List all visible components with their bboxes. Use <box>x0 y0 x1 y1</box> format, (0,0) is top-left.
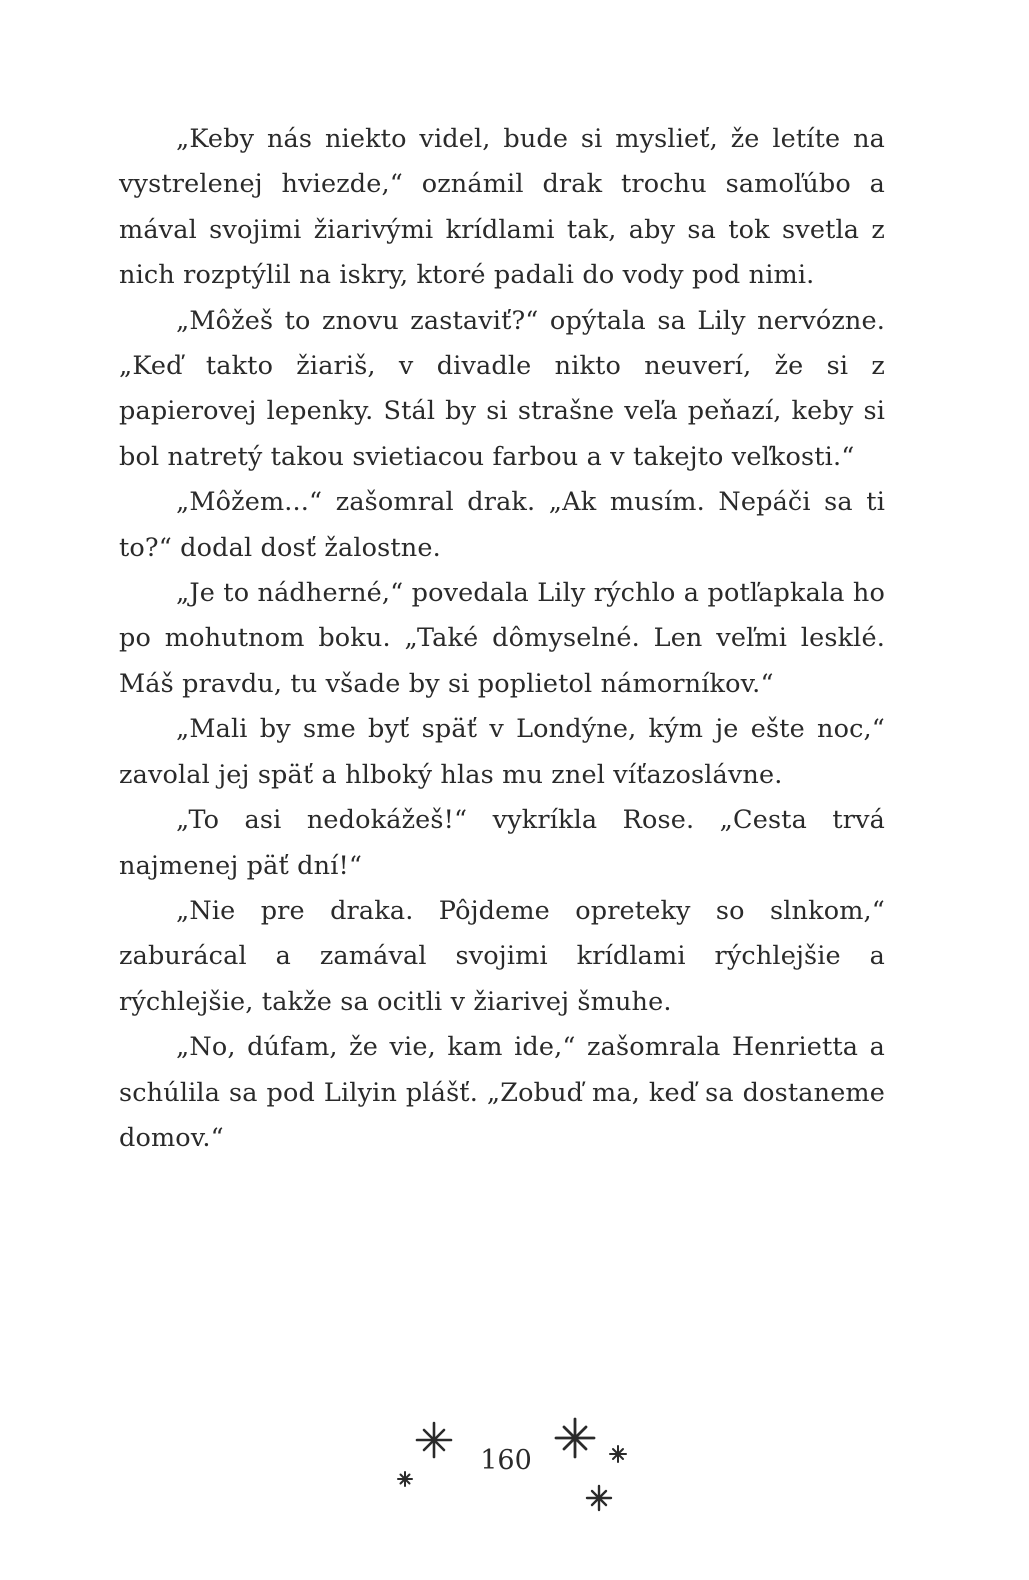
paragraph-6: „To asi nedokážeš!“ vykríkla Rose. „Cesta trvá najmenej päť dní!“ <box>119 805 885 881</box>
paragraph-4: „Je to nádherné,“ povedala Lily rýchlo a potľapkala ho po mohutnom boku. „Také dômyselné. Len veľmi lesklé. Máš pravdu, tu všade by si poplietol námorníkov.“ <box>119 578 885 699</box>
small-star-icon <box>608 1444 628 1464</box>
paragraph-3: „Môžem...“ zašomral drak. „Ak musím. Nepáči sa ti to?“ dodal dosť žalostne. <box>119 487 885 563</box>
sparkle-star-icon <box>414 1420 454 1460</box>
sparkle-star-icon <box>585 1484 613 1512</box>
paragraph-8: „No, dúfam, že vie, kam ide,“ zašomrala Henrietta a schúlila sa pod Lilyin plášť. „Zobuď ma, keď sa dostaneme domov.“ <box>119 1032 885 1153</box>
sparkle-star-icon <box>553 1416 597 1460</box>
paragraph-2: „Môžeš to znovu zastaviť?“ opýtala sa Lily nervózne. „Keď takto žiariš, v divadle nikto neuverí, že si z papierovej lepenky. Stál by si strašne veľa peňazí, keby si bol natretý takou svietiacou farbou a v takejto veľkosti.“ <box>119 305 885 472</box>
page-number: 160 <box>480 1445 532 1476</box>
small-star-icon <box>396 1470 414 1488</box>
page-footer <box>0 1400 1029 1540</box>
paragraph-7: „Nie pre draka. Pôjdeme opreteky so slnkom,“ zaburácal a zamával svojimi krídlami rýchlejšie a rýchlejšie, takže sa ocitli v žiarivej šmuhe. <box>119 895 885 1017</box>
paragraph-1: „Keby nás niekto videl, bude si myslieť, že letíte na vystrelenej hviezde,“ oznámil drak trochu samoľúbo a mával svojimi žiarivými krídlami tak, aby sa tok svetla z nich rozptýlil na iskry, ktoré padali do vody pod nimi. <box>119 124 885 291</box>
paragraph-5: „Mali by sme byť späť v Londýne, kým je ešte noc,“ zavolal jej späť a hlboký hlas mu znel víťazoslávne. <box>119 714 885 790</box>
body-text <box>119 117 885 1161</box>
